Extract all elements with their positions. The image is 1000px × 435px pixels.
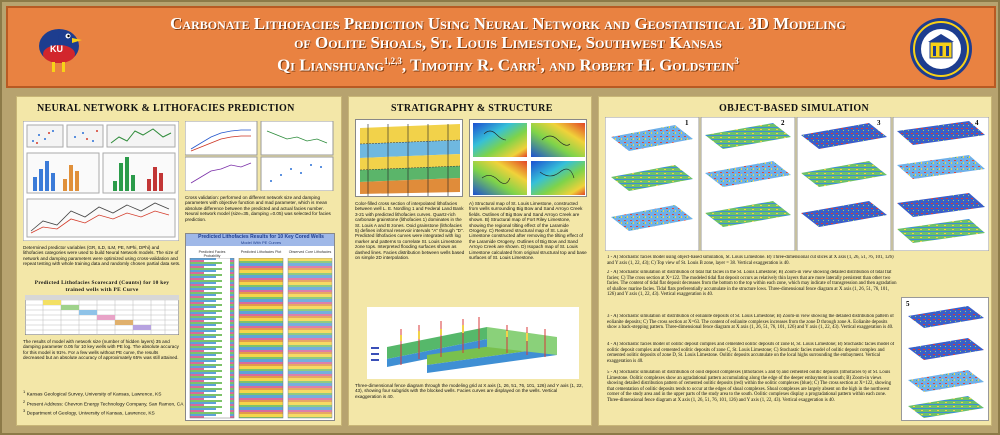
author-2: Timothy R. Carr <box>410 55 537 75</box>
structure-maps-text: A) Structural map of St. Louis Limestone, constructed from wells surrounding Big Bow and Sand Arroyo Creek fields. Outlines of Big Bow and Sand Arroyo Creek are shown. B) Structural map of Fort Riley Limestone, showing the regional tilting effect of the Laramide Orogeny. C) Restored structural map of St. Louis Limestone constructed after removing the tilting effect of the Laramide Orogeny. Outlines of Big Bow and Sand Arroyo Creek are shown. D) Isopach map of St. Louis Limestone calculated from original structural top and base surfaces of St. Louis Limestone. <box>469 201 587 261</box>
simulation-figure-grid <box>605 117 989 251</box>
caption-2: 2 - A) Stochastic simulation of distribution of tidal flat facies in the St. Louis Limestone; B) Zoom-in view showing detailed distribution of tidal flat facies; C) The cross section at X=122. The modeled tidal flat deposit occurs as relatively thin layers that are more laterally persistent than other two facies. The content of tidal flat deposit decreases from the bottom to the top within each zone, which may indicate of transgression and then agradation of shallow marine facies. Tidal flats preferentially accumulate in the structure lows. Three-dimensional fence diagram at X axis (1, 26, 51, 76, 101, 126) and Y axis (1, 22, 43). Vertical exaggeration is 40. <box>607 270 897 298</box>
author-3-affiliation: 3 <box>734 56 739 66</box>
author-3: Robert H. Goldstein <box>579 55 735 75</box>
cross-section-figure <box>355 119 463 197</box>
fence-diagram-text: Three-dimensional fence diagram through the modeling grid at X axis (1, 26, 51, 76, 101, 126) and Y axis (1, 22, 43), showing four subgrids with the blocked wells. Facies curves are displayed on the wells. Vertical exaggeration is 40. <box>355 383 583 399</box>
poster-header <box>6 6 996 88</box>
footnote-2: Present Address: Chevron Energy Technology Company, San Ramon, CA <box>26 402 184 408</box>
results-title: Predicted Lithofacies Results for 10 Key Cored Wells <box>198 234 324 240</box>
footnote-1-marker: 1 <box>23 389 26 394</box>
results-subtitle: Model With PE Curves <box>240 240 282 245</box>
fig-label-2: 2 <box>781 119 785 127</box>
nn-variables-text: Determined predictor variables (GR, ILD, ILM, PE, NPhi, DPhi) and lithofacies categories were used to build Neural Network models. The size of network and damping parameters were optimized using cross-validation and repeat testing with whole training data and randomly chosen partial data sets. <box>23 245 181 267</box>
caption-3: 3 - A) Stochastic simulation of distribution of eolianite deposits of St. Louis Limestone; B) Zoom-in view showing the detailed distribution pattern of eolianite deposits; C) The cross section at X=63. The content of eolianite complexes increases from the zone D through zone A. Eolianite deposits show a back-stepping pattern. Three-dimensional fence diagram at X axis (1, 26, 51, 76, 101, 126) and Y axis (1, 22, 43). Vertical exaggeration is 40. <box>607 314 894 331</box>
panel-obj-title: OBJECT-BASED SIMULATION <box>719 103 869 114</box>
author-line: Qi Lianshuang$^{1,2,3}$, Timothy R. Carr$^1$, and Robert H. Goldstein$^3$ <box>277 55 739 75</box>
panel-nn-title: NEURAL NETWORK & LITHOFACIES PREDICTION <box>37 103 295 114</box>
nn-results-text: The results of model with network size (number of hidden layers) 35 and damping parameter 0.05 for 10 key wells with PE log. The absolute accuracy for this model is 91%. For a few wells without PE curve, the results decreased but an absolute accuracy of approximately 65% was still attained. <box>23 339 179 361</box>
title-line-1: Carbonate Lithofacies Prediction Using Neural Network and Geostatistical 3D Modeling <box>170 14 846 33</box>
footnote-3-marker: 3 <box>23 408 26 414</box>
results-figure <box>185 233 335 421</box>
cross-section-text: Color-filled cross section of interpolated lithofacies between well L. E. Nordling 1 and Federal Land Bank 3-21 with predicted lithofacies curves. Quartz-rich carbonate grainstone (lithofacies 1) dominates in the St. Louis A and B zones. Ooid grainstone (lithofacies 5) defines informal reservoir intervals "A" through "D". Predicted lithofacies curves were integrated with log marker and patterns to correlate St. Louis Limestone zone tops. Interpreted flooding surfaces shown as dashed lines. Facies distribution between wells based on simple 2D interpolation. <box>355 201 465 261</box>
structure-maps-figure <box>469 119 587 197</box>
caption-4: 4 - A) Stochastic facies model of oolitic deposit complex and cemented oolitic deposits of zone B, St. Louis Limestone; B) Stochastic facies model of oolitic deposit complex and cemented oolitic deposits of zone C, St. Louis Limestone; C) Stochastic facies model of oolitic deposit complex and cemented oolitic deposits of zone D, St. Louis Limestone. Oolitic deposits accumulate on the local highs surrounding the embayment. Vertical exaggeration is 40. <box>607 342 895 364</box>
fig-label-5: 5 <box>906 300 910 308</box>
ku-jayhawk-logo <box>28 18 90 80</box>
scorecard-title: Predicted Lithofacies Scorecard (Counts) for 10 key trained wells with PE Curve <box>34 280 170 293</box>
fig-label-1: 1 <box>685 119 689 127</box>
crossval-figure <box>185 121 335 191</box>
author-1-affiliation: 1,2,3 <box>383 56 402 66</box>
caption-5: 5 - A) Stochastic simulation of distribution of ooid deposit complexes (lithofacies 5 and 6) and cemented oolitic deposits (lithofacies 6) of St. Louis Limestone. Oolitic complexes show an agradational pattern accumulating along the edge of the deeper embayment in south; B) Zoom-in views showing detailed distribution pattern of cemented oolitic deposits (red) within the oolitic complexes (blue); C) The cross section at X=122, showing that cementation of oolitic deposits tends to occur at the edges of shoal complexes. Shoal complexes are largely absent on the high in the northwest corner of the study area and in the upper parts of the study area to the south. Oolitic complexes display a progradational pattern within each zone. Three-dimensional fence diagram at X axis (1, 26, 51, 76, 101, 126) and Y axis (1, 22, 43). Vertical exaggeration is 40. <box>607 370 892 403</box>
fig-label-4: 4 <box>975 119 979 127</box>
footnote-2-marker: 2 <box>23 398 26 404</box>
footnote-1: Kansas Geological Survey, University of Kansas, Lawrence, KS <box>26 392 162 398</box>
title-line-2: of Oolite Shoals, St. Louis Limestone, Southwest Kansas <box>294 33 722 52</box>
panel-strat-title: STRATIGRAPHY & STRUCTURE <box>391 103 553 114</box>
poster-title <box>118 14 898 75</box>
kgs-seal-logo <box>908 16 974 82</box>
panel-object-based-simulation <box>598 96 992 426</box>
panel-neural-network <box>16 96 342 426</box>
author-1: Qi Lianshuang <box>277 55 384 75</box>
crossval-text: Cross validation: performed on different network size and damping parameters with objective function and mad parameter, which is mean absolute difference between the predicted and actual facies number. Neural network model (size=35, damping =0.05) was selected for facies prediction. <box>185 195 331 222</box>
fence-diagram-figure <box>367 307 579 379</box>
results-col-3: Observed Core Lithofacies <box>288 250 332 254</box>
footnote-3: Department of Geology, University of Kansas, Lawrence, KS <box>26 411 155 417</box>
results-log-tracks <box>186 258 335 421</box>
caption-1: 1 - A) Stochastic facies model using object-based simulation, St. Louis Limestone. B) Three-dimensional cut slices at X axis (1, 26, 51, 76, 101, 126) and Y axis (1, 22, 43); C) Top view of St. Louis B zone, layer = 38. Vertical exaggeration is 40. <box>607 255 894 266</box>
nn-crossplot-figure <box>23 121 179 241</box>
results-header <box>186 234 335 246</box>
results-col-2: Predicted Lithofacies Plot <box>240 250 282 254</box>
svg-text:KU: KU <box>50 44 63 54</box>
fig-label-3: 3 <box>877 119 881 127</box>
simulation-figure-5 <box>901 297 989 421</box>
author-2-affiliation: 1 <box>536 56 541 66</box>
panel-stratigraphy <box>348 96 592 426</box>
results-col-1: Predicted Facies Probability <box>198 250 226 258</box>
scorecard-table-figure <box>25 295 179 335</box>
